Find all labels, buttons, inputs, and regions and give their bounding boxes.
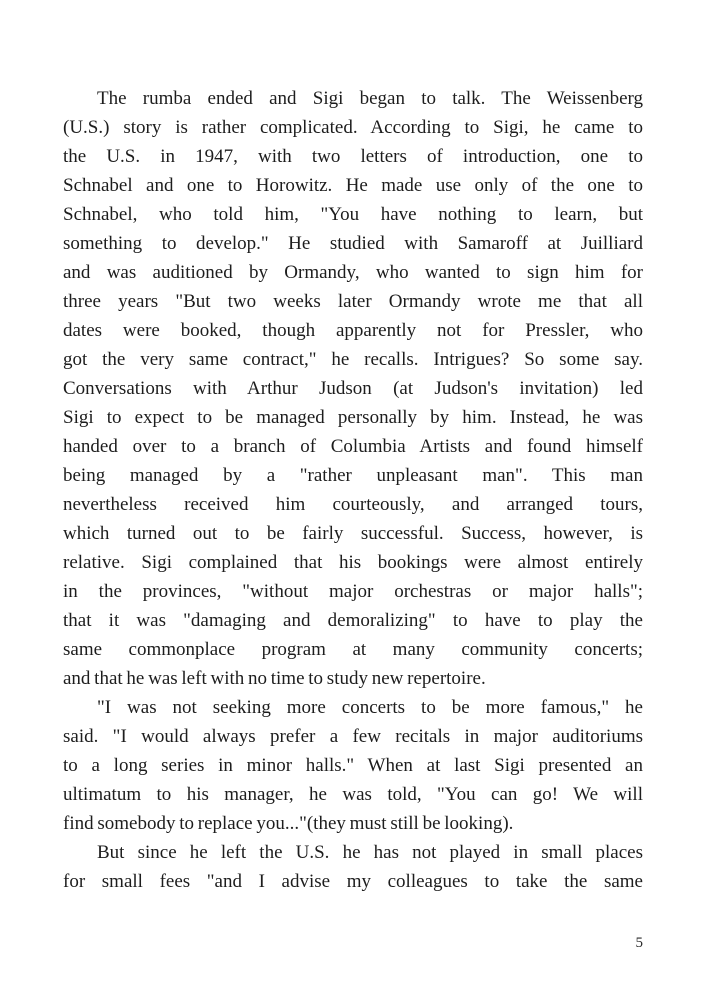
- text-line: same commonplace program at many community concerts;: [63, 639, 643, 660]
- text-line: "I was not seeking more concerts to be more famous," he: [97, 697, 643, 718]
- text-line: three years "But two weeks later Ormandy wrote me that all: [63, 291, 643, 312]
- page-number: 5: [635, 935, 643, 951]
- text-line: and was auditioned by Ormandy, who wanted to sign him for: [63, 262, 643, 283]
- text-line: and that he was left with no time to study new repertoire.: [63, 668, 486, 689]
- text-line: the U.S. in 1947, with two letters of introduction, one to: [63, 146, 643, 167]
- text-line: But since he left the U.S. he has not played in small places: [97, 842, 643, 863]
- page-text: [63, 84, 643, 896]
- text-line: got the very same contract," he recalls. Intrigues? So some say.: [63, 349, 643, 370]
- paragraph: [63, 838, 643, 896]
- text-line: Conversations with Arthur Judson (at Judson's invitation) led: [63, 378, 643, 399]
- text-line: relative. Sigi complained that his bookings were almost entirely: [63, 552, 643, 573]
- text-line: ultimatum to his manager, he was told, "You can go! We will: [63, 784, 643, 805]
- text-line: Schnabel and one to Horowitz. He made use only of the one to: [63, 175, 643, 196]
- text-line: find somebody to replace you..."(they must still be looking).: [63, 813, 514, 834]
- text-line: to a long series in minor halls." When at last Sigi presented an: [63, 755, 643, 776]
- text-line: The rumba ended and Sigi began to talk. The Weissenberg: [97, 88, 643, 109]
- text-line: nevertheless received him courteously, and arranged tours,: [63, 494, 643, 515]
- paragraph: [63, 693, 643, 838]
- paragraph: [63, 84, 643, 693]
- text-line: which turned out to be fairly successful. Success, however, is: [63, 523, 643, 544]
- text-line: that it was "damaging and demoralizing" to have to play the: [63, 610, 643, 631]
- text-line: for small fees "and I advise my colleagues to take the same: [63, 871, 643, 892]
- text-line: (U.S.) story is rather complicated. According to Sigi, he came to: [63, 117, 643, 138]
- text-line: said. "I would always prefer a few recitals in major auditoriums: [63, 726, 643, 747]
- text-line: dates were booked, though apparently not for Pressler, who: [63, 320, 643, 341]
- text-line: in the provinces, "without major orchestras or major halls";: [63, 581, 643, 602]
- text-line: being managed by a "rather unpleasant man". This man: [63, 465, 643, 486]
- text-line: Sigi to expect to be managed personally by him. Instead, he was: [63, 407, 643, 428]
- text-line: something to develop." He studied with Samaroff at Juilliard: [63, 233, 643, 254]
- text-line: Schnabel, who told him, "You have nothing to learn, but: [63, 204, 643, 225]
- text-line: handed over to a branch of Columbia Artists and found himself: [63, 436, 643, 457]
